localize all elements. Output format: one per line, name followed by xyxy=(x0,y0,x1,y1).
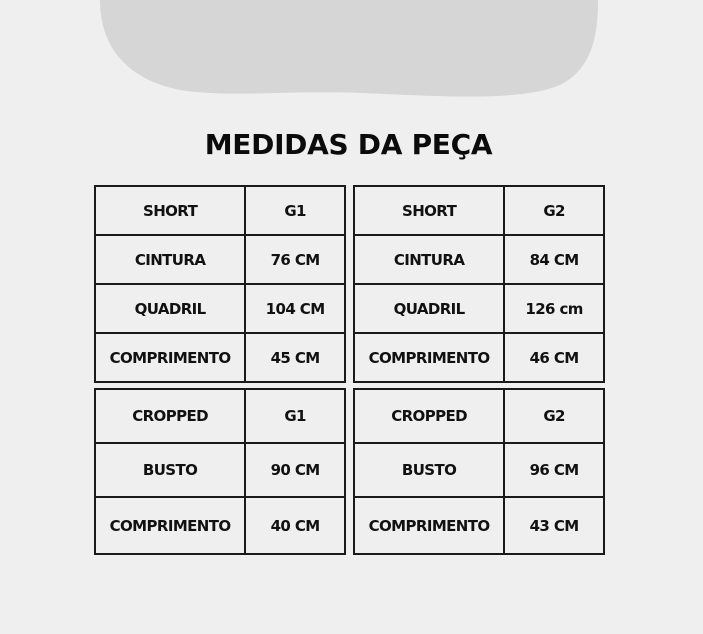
measure-value: 45 CM xyxy=(245,333,345,382)
table-header-cell: SHORT xyxy=(95,186,245,235)
measure-value: 40 CM xyxy=(245,497,345,554)
measure-label: CINTURA xyxy=(95,235,245,284)
measure-label: BUSTO xyxy=(95,443,245,497)
table-header-row xyxy=(95,389,345,443)
table-header-cell: G2 xyxy=(504,186,604,235)
page-title: MEDIDAS DA PEÇA xyxy=(204,128,493,161)
short-g1-table xyxy=(94,185,346,383)
cropped-g2-table xyxy=(353,388,605,555)
table-header-cell: SHORT xyxy=(354,186,504,235)
table-header-cell: G1 xyxy=(245,389,345,443)
table-row xyxy=(95,333,345,382)
measure-label: CINTURA xyxy=(354,235,504,284)
measure-label: COMPRIMENTO xyxy=(354,333,504,382)
cropped-g1-table xyxy=(94,388,346,555)
measure-value: 43 CM xyxy=(504,497,604,554)
measure-value: 126 cm xyxy=(504,284,604,333)
table-header-cell: CROPPED xyxy=(354,389,504,443)
table-header-row xyxy=(95,186,345,235)
measure-label: QUADRIL xyxy=(354,284,504,333)
measure-label: QUADRIL xyxy=(95,284,245,333)
table-header-cell: CROPPED xyxy=(95,389,245,443)
measure-value: 104 CM xyxy=(245,284,345,333)
table-row xyxy=(354,235,604,284)
table-row xyxy=(95,284,345,333)
table-header-cell: G1 xyxy=(245,186,345,235)
table-row xyxy=(354,333,604,382)
measure-value: 90 CM xyxy=(245,443,345,497)
table-row xyxy=(354,284,604,333)
short-g2-table xyxy=(353,185,605,383)
table-header-row xyxy=(354,389,604,443)
measure-label: COMPRIMENTO xyxy=(95,497,245,554)
table-row xyxy=(354,443,604,497)
measure-value: 84 CM xyxy=(504,235,604,284)
table-header-row xyxy=(354,186,604,235)
table-row xyxy=(354,497,604,554)
measure-label: COMPRIMENTO xyxy=(354,497,504,554)
measure-value: 96 CM xyxy=(504,443,604,497)
measure-label: BUSTO xyxy=(354,443,504,497)
decorative-blob xyxy=(0,0,703,110)
measure-label: COMPRIMENTO xyxy=(95,333,245,382)
table-row xyxy=(95,443,345,497)
table-row xyxy=(95,235,345,284)
measure-value: 76 CM xyxy=(245,235,345,284)
table-row xyxy=(95,497,345,554)
measure-value: 46 CM xyxy=(504,333,604,382)
table-header-cell: G2 xyxy=(504,389,604,443)
